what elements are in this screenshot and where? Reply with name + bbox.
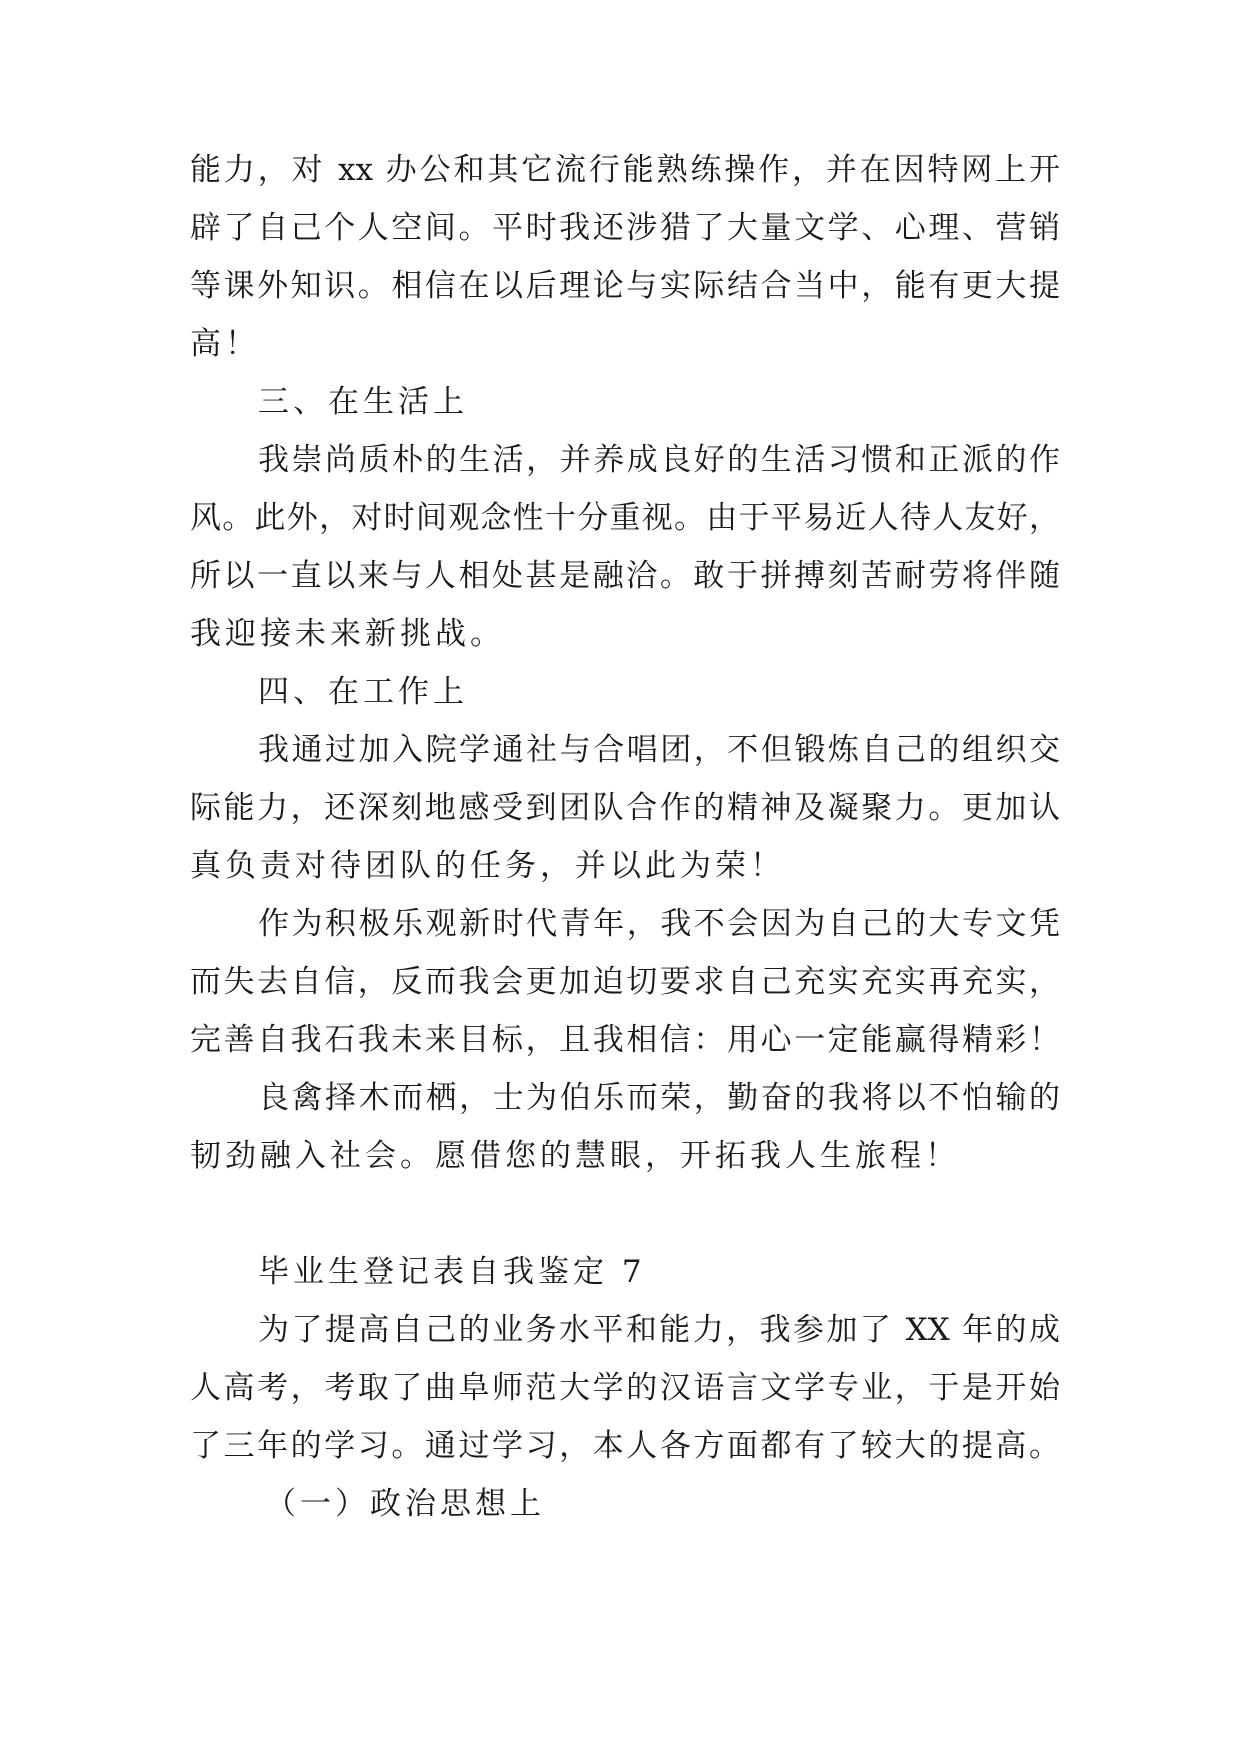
paragraph-line: 作为积极乐观新时代青年，我不会因为自己的大专文凭: [258, 906, 1060, 942]
paragraph-line: 辟了自己个人空间。平时我还涉猎了大量文学、心理、营销: [190, 210, 1060, 246]
paragraph-line: 完善自我石我未来目标，且我相信：用心一定能赢得精彩！: [190, 1022, 1060, 1058]
paragraph-line: 际能力，还深刻地感受到团队合作的精神及凝聚力。更加认: [190, 790, 1060, 826]
section-heading: （一）政治思想上: [265, 1486, 545, 1522]
paragraph-line: 了三年的学习。通过学习，本人各方面都有了较大的提高。: [190, 1428, 1060, 1464]
paragraph-line: 而失去自信，反而我会更加迫切要求自己充实充实再充实，: [190, 964, 1060, 1000]
paragraph-line: 我崇尚质朴的生活，并养成良好的生活习惯和正派的作: [258, 442, 1060, 478]
paragraph-line: 等课外知识。相信在以后理论与实际结合当中，能有更大提: [190, 268, 1060, 304]
paragraph-line: 人高考，考取了曲阜师范大学的汉语言文学专业，于是开始: [190, 1370, 1060, 1406]
paragraph-line: 真负责对待团队的任务，并以此为荣！: [190, 848, 785, 884]
paragraph-line: 良禽择木而栖，士为伯乐而荣，勤奋的我将以不怕输的: [258, 1080, 1060, 1116]
paragraph-line: 风。此外，对时间观念性十分重视。由于平易近人待人友好，: [190, 500, 1060, 536]
paragraph-line: 高！: [190, 326, 260, 362]
paragraph-line: 能力，对 xx 办公和其它流行能熟练操作，并在因特网上开: [190, 152, 1060, 188]
section-heading: 三、在生活上: [258, 384, 468, 420]
paragraph-line: 所以一直以来与人相处甚是融洽。敢于拼搏刻苦耐劳将伴随: [190, 558, 1060, 594]
document-subtitle: 毕业生登记表自我鉴定 7: [258, 1254, 646, 1290]
paragraph-line: 我通过加入院学通社与合唱团，不但锻炼自己的组织交: [258, 732, 1060, 768]
paragraph-line: 为了提高自己的业务水平和能力，我参加了 XX 年的成: [258, 1312, 1060, 1348]
paragraph-line: 韧劲融入社会。愿借您的慧眼，开拓我人生旅程！: [190, 1138, 960, 1174]
paragraph-line: 我迎接未来新挑战。: [190, 616, 505, 652]
section-heading: 四、在工作上: [258, 674, 468, 710]
